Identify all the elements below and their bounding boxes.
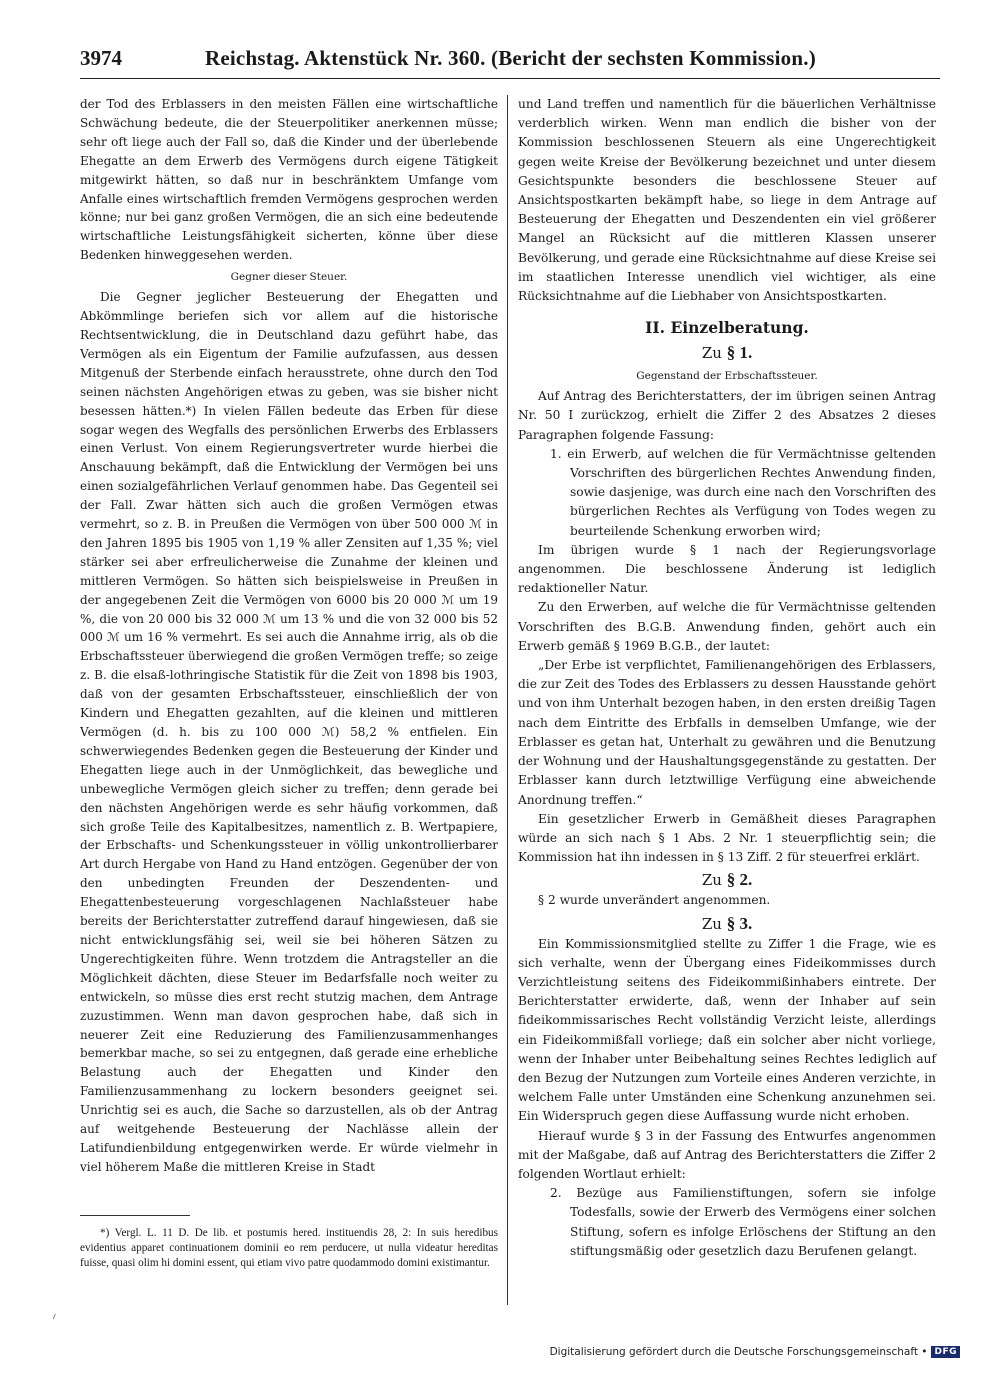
list-item-2: 2. Bezüge aus Familienstiftungen, sofern sie infolge Todesfalls, sowie der Erwerb des Vermögens einer solchen Stiftung, sofern es infolge Erlöschens der Stiftung an den stiftungsmäßig oder gesetzlich dazu Berufenen gelangt. [550,1186,936,1258]
list-item-1: 1. ein Erwerb, auf welchen die für Vermächtnisse geltenden Vorschriften des bürgerlichen Rechtes Anwendung finden, sowie dasjenige, was durch eine nach den Vorschriften des bürgerlichen Rechtes als Verfügung von Todes wegen zu beurteilende Schenkung erworben wird; [550,446,936,538]
footnote: *) Vergl. L. 11 D. De lib. et postumis hered. instituendis 28, 2: In suis heredibus evidentius apparet continuationem dominii eo rem perducere, ut nulla videatur hereditas fuisse, quasi olim hi domini essent, qui etiam vivo patre quodammodo domini existimantur. [80,1227,498,1269]
paragraph-heading-2 [518,869,936,891]
left-column [80,95,498,1177]
zu-label: Zu [701,914,722,933]
paragraph-number: § 1. [726,343,753,363]
dfg-logo-icon: DFG [931,1346,960,1358]
statute-quote: „Der Erbe ist verpflichtet, Familienangehörigen des Erblassers, die zur Zeit des Todes des Erblassers zu dessen Hausstande gehört und von ihm Unterhalt bezogen haben, in den ersten dreißig Tagen nach dem Eintritte des Erbfalls in demselben Umfange, wie der Erblasser es getan hat, Unterhalt zu gewähren und die Benutzung der Wohnung und der Haushaltungsgegenstände zu gestatten. Der Erblasser kann durch letztwillige Verfügung eine abweichende Anordnung treffen.“ [518,658,936,807]
page-number: 3974 [80,46,122,70]
header-rule [80,78,940,79]
marginal-heading-opponents: Gegner dieser Steuer. [230,271,348,284]
page-header [80,44,940,74]
right-paragraph-7: Ein Kommissionsmitglied stellte zu Ziffer 1 die Frage, wie es sich verhalte, wenn der Übergang eines Fideikommisses durch Verzichtleistung seitens des Fideikommißinhabers eintrete. Der Berichterstatter erwiderte, daß, wenn der Inhaber auf sein fideikommissarisches Recht vollständig Verzicht leiste, allerdings ein Fideikommißfall vorliege; daß ein solcher aber nicht vorliege, wenn der Inhaber unter Beibehaltung seines Rechtes lediglich auf den Bezug der Nutzungen zum Vorteile eines Anderen verzichte, in welchem Falle unter Umständen eine Schenkung anzunehmen sei. Ein Widerspruch gegen diese Auffassung wurde nicht erhoben. [518,936,936,1124]
footnote-rule [80,1215,190,1216]
left-paragraph-2: Die Gegner jeglicher Besteuerung der Ehegatten und Abkömmlinge beriefen sich vor allem auf die historische Rechtsentwicklung, die in Deutschland dazu geführt habe, das Vermögen als ein Eigentum der Familie aufzufassen, aus dessen Mitgenuß der Sterbende einfach herausstrete, ohne durch den Tod seinen nächsten Angehörigen etwas zu geben, was sie bisher nicht besessen hätten.*) In vielen Fällen bedeute das Erben für diese sogar wegen des Wegfalls des persönlichen Erwerbs des Erblassers einen Verlust. Von einem Regierungsvertreter wurde hierbei die Anschauung bekämpft, daß die Entwicklung der Vermögen bei uns einen sozialgefährlichen Verlauf genommen habe. Das Gegenteil sei der Fall. Zwar hätten sich auch die großen Vermögen etwas vermehrt, so z. B. in Preußen die Vermögen von über 500 000 ℳ in den Jahren 1895 bis 1905 von 1,19 % aller Zensiten auf 1,35 %; viel stärker sei aber erfreulicherweise die Zunahme der kleinen und mittleren Vermögen. So hätten sich beispielsweise in Preußen in der angegebenen Zeit die Vermögen von 6000 bis 20 000 ℳ um 19 %, die von 20 000 bis 32 000 ℳ um 13 % und die von 32 000 bis 52 000 ℳ um 16 % vermehrt. Es sei auch die Annahme irrig, als ob die Erbschaftssteuer überwiegend die großen Vermögen treffe; so zeige z. B. die elsaß-lothringische Statistik für die Zeit von 1898 bis 1903, daß von der gesamten Erbschaftssteuer, einschließlich der von Kindern und Ehegatten gezahlten, auf die kleinen und mittleren Vermögen (d. h. bis zu 100 000 ℳ) 58,2 % entfielen. Ein schwerwiegendes Bedenken gegen die Besteuerung der Kinder und Ehegatten liege auch in der Unmöglichkeit, das bewegliche und unbewegliche Vermögen gleich sicher zu treffen; denn gerade bei den nächsten Angehörigen werde es sehr häufig vorkommen, daß sich große Teile des Kapitalbesitzes, namentlich z. B. Wertpapiere, der Erbschafts- und Schenkungssteuer in völlig unkontrollierbarer Art durch Hergabe von Hand zu Hand entzögen. Gegenüber der von den unbedingten Freunden der Deszendenten- und Ehegattenbesteuerung vorgeschlagenen Nachlaßsteuer habe bereits der Berichterstatter zutreffend darauf hingewiesen, daß sie nicht entwicklungsfähig sei, weil sie bei höheren Sätzen zu Ungerechtigkeiten führe. Wenn trotzdem die Antragsteller an die Möglichkeit dächten, diese Steuer im Bedarfsfalle noch weiter zu entwickeln, so müsse dies erst recht stutzig machen, dem Antrage zuzustimmen. Wenn man davon gesprochen habe, daß sich in neuerer Zeit eine Reduzierung des Familienzusammenhanges bemerkbar mache, so sei zu entgegnen, daß gerade eine erhebliche Belastung auch der Ehegatten und Kinder den Familienzusammenhang zu lockern besonders geeignet sei. Unrichtig sei es auch, die Sache so darzustellen, als ob der Antrag auf weitgehende Besteuerung der Nachlässe allein der Latifundienbildung entgegenwirken werde. Er würde vielmehr in viel höherem Maße die mittleren Kreise in Stadt [80,290,498,1174]
right-paragraph-4: Zu den Erwerben, auf welche die für Vermächtnisse geltenden Vorschriften des B.G.B. Anwendung finden, gehört auch ein Erwerb gemäß § 1969 B.G.B., der lautet: [518,600,936,653]
left-paragraph-1: der Tod des Erblassers in den meisten Fällen eine wirtschaftliche Schwächung bedeute, die der Steuerpolitiker anerkennen müsse; sehr oft liege auch der Fall so, daß die Kinder und der überlebende Ehegatte an dem Erwerb des Vermögens durch eigene Tätigkeit mitgewirkt hätten, so daß nur in beschränktem Umfange vom Anfalle eines wirtschaftlich fremden Vermögens gesprochen werden könne; nur bei ganz großen Vermögen, die an sich eine bedeutende wirtschaftliche Leistungsfähigkeit sicherten, könne über diese Bedenken hinweggesehen werden. [80,97,498,263]
right-paragraph-3: Im übrigen wurde § 1 nach der Regierungsvorlage angenommen. Die beschlossene Änderung ist lediglich redaktioneller Natur. [518,542,936,596]
paragraph-number: § 3. [726,913,753,933]
section-heading-einzelberatung: II. Einzelberatung. [645,318,809,338]
right-paragraph-8: Hierauf wurde § 3 in der Fassung des Entwurfes angenommen mit der Maßgabe, daß auf Antrag des Berichterstatters die Ziffer 2 folgenden Wortlaut erhielt: [518,1128,936,1181]
right-paragraph-1: und Land treffen und namentlich für die bäuerlichen Verhältnisse verderblich wirken. Wenn man endlich die bisher von der Kommission beschlossenen Steuern als eine Ungerechtigkeit gegen weite Kreise der Bevölkerung bezeichnet und unter diesem Gesichtspunkte besonders die beschlossene Steuer auf Ansichtspostkarten bekämpft habe, so liege in dem Antrage auf Besteuerung der Ehegatten und Deszendenten ein viel größerer Mangel an Rücksicht auf die mittleren Klassen unserer Bevölkerung, und gerade eine Rücksichtnahme auf diese Kreise sei im staatlichen Interesse unendlich viel wichtiger, als eine Rücksichtnahme auf die Liebhaber von Ansichtspostkarten. [518,97,936,304]
zu-label: Zu [701,344,722,363]
credit-text: Digitalisierung gefördert durch die Deutsche Forschungsgemeinschaft • [549,1346,928,1358]
paragraph-heading-3 [518,913,936,935]
stray-ink-mark: ⸝ [47,1306,59,1322]
right-paragraph-6: § 2 wurde unverändert angenommen. [538,893,771,908]
right-column [518,95,936,1261]
digitization-credit [550,1346,960,1358]
paragraph-number: § 2. [726,870,753,890]
right-paragraph-5: Ein gesetzlicher Erwerb in Gemäßheit dieses Paragraphen würde an sich nach § 1 Abs. 2 Nr. 1 steuerpflichtig sein; die Kommission hat ihn indessen in § 13 Ziff. 2 für steuerfrei erklärt. [518,811,936,865]
zu-label: Zu [701,871,722,890]
column-separator [507,95,508,1305]
running-head: Reichstag. Aktenstück Nr. 360. (Bericht der sechsten Kommission.) [205,46,816,70]
marginal-heading-subject: Gegenstand der Erbschaftssteuer. [636,370,818,383]
right-paragraph-2: Auf Antrag des Berichterstatters, der im übrigen seinen Antrag Nr. 50 I zurückzog, erhielt die Ziffer 2 des Absatzes 2 dieses Paragraphen folgende Fassung: [518,389,936,442]
paragraph-heading-1 [518,342,936,364]
